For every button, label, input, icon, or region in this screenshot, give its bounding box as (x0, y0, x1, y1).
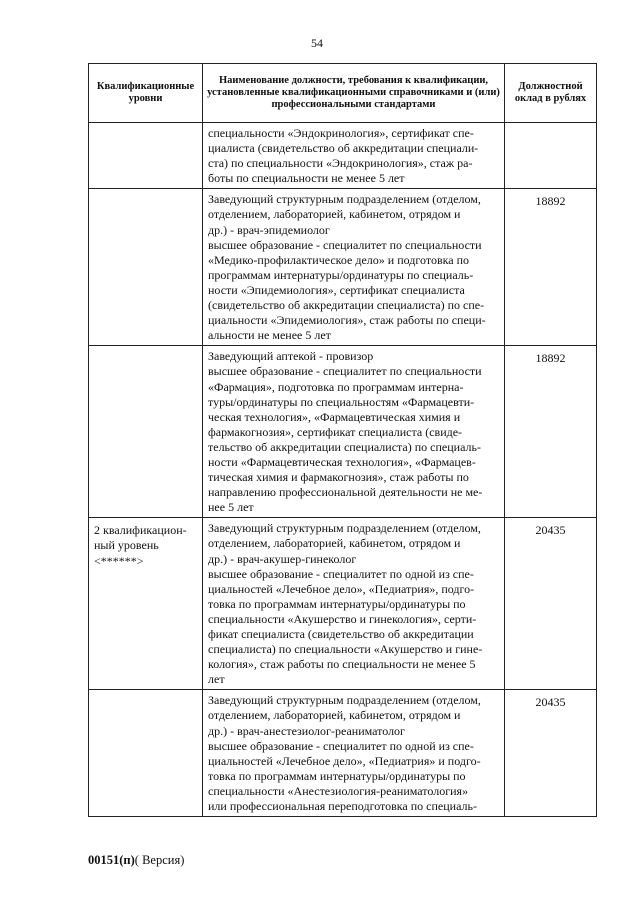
description-line: Заведующий аптекой - провизор (208, 349, 374, 364)
description-line: ста) по специальности «Эндокринология», стаж ра- (208, 156, 473, 171)
position-description-cell (203, 189, 505, 346)
description-line: товка по программам интернатуры/ординатуры по (208, 768, 466, 783)
table-header-row (89, 64, 597, 123)
description-line: специальности «Анестезиология-реаниматология» (208, 783, 469, 798)
description-line: ности «Фармацевтическая технология», «Фармацев- (208, 454, 476, 469)
document-footer (88, 853, 184, 868)
salary-cell: 20435 (505, 518, 597, 690)
description-line: Заведующий структурным подразделением (отделом, (208, 693, 481, 708)
description-line: отделением, лабораторией, кабинетом, отрядом и (208, 207, 461, 222)
description-line: др.) - врач-анестезиолог-реаниматолог (208, 723, 405, 738)
description-line: высшее образование - специалитет по специальности (208, 364, 482, 379)
description-line: товка по программам интернатуры/ординатуры по (208, 596, 466, 611)
salary-cell: 18892 (505, 346, 597, 518)
position-description-cell (203, 690, 505, 817)
position-description-cell (203, 518, 505, 690)
position-description-cell (203, 346, 505, 518)
description-line: фармакогнозия», сертификат специалиста (свиде- (208, 424, 463, 439)
description-line: тельство об аккредитации специалиста) по специаль- (208, 439, 481, 454)
description-line: высшее образование - специалитет по одной из спе- (208, 566, 474, 581)
header-qualification-levels: Квалификационные уровни (89, 64, 203, 123)
table-row (89, 346, 597, 518)
table-body (89, 123, 597, 817)
qualification-level-cell (89, 189, 203, 346)
table-row (89, 690, 597, 817)
description-line: отделением, лабораторией, кабинетом, отрядом и (208, 708, 461, 723)
qualification-level-cell (89, 123, 203, 189)
description-line: (свидетельство об аккредитации специалиста) по спе- (208, 298, 485, 313)
table-row (89, 189, 597, 346)
description-line: высшее образование - специалитет по одной из спе- (208, 738, 474, 753)
description-line: туры/ординатуры по специальностям «Фармацевти- (208, 394, 475, 409)
description-line: тическая химия и фармакогнозия», стаж работы по (208, 470, 469, 485)
document-version: ( Версия) (134, 853, 185, 867)
description-line: нее 5 лет (208, 500, 254, 515)
description-line: направлению профессиональной деятельности не ме- (208, 485, 483, 500)
description-line: специальности «Акушерство и гинекология», серти- (208, 611, 477, 626)
description-line: циальности «Эпидемиология», стаж работы по специ- (208, 313, 486, 328)
description-line: кология», стаж работы по специальности не менее 5 (208, 657, 476, 672)
page-number: 54 (311, 36, 323, 50)
qualification-level-cell: 2 квалификацион-ный уровень <******> (89, 518, 203, 690)
description-line: программам интернатуры/ординатуры по специаль- (208, 267, 474, 282)
header-position-requirements: Наименование должности, требования к квалификации, установленные квалификационными справочниками и (или) профессиональными стандартами (203, 64, 505, 123)
description-line: или профессиональная переподготовка по специаль- (208, 799, 477, 814)
position-description-cell (203, 123, 505, 189)
salary-cell: 18892 (505, 189, 597, 346)
qualification-level-cell (89, 346, 203, 518)
salary-cell: 20435 (505, 690, 597, 817)
document-code: 00151(п) (88, 853, 135, 867)
description-line: ности «Эпидемиология», сертификат специалиста (208, 282, 465, 297)
description-line: др.) - врач-акушер-гинеколог (208, 551, 357, 566)
table-row (89, 123, 597, 189)
salary-cell (505, 123, 597, 189)
description-line: Заведующий структурным подразделением (отделом, (208, 192, 481, 207)
table-row (89, 518, 597, 690)
description-line: «Медико-профилактическое дело» и подготовка по (208, 252, 470, 267)
qualification-table (88, 63, 597, 817)
description-line: фикат специалиста (свидетельство об аккредитации (208, 627, 474, 641)
description-line: альности не менее 5 лет (208, 328, 331, 343)
description-line: циалиста (свидетельство об аккредитации специали- (208, 141, 479, 156)
description-line: ческая технология», «Фармацевтическая химия и (208, 409, 461, 424)
header-salary: Должностной оклад в рублях (505, 64, 597, 123)
description-line: Заведующий структурным подразделением (отделом, (208, 521, 481, 536)
qualification-level-cell (89, 690, 203, 817)
description-line: отделением, лабораторией, кабинетом, отрядом и (208, 536, 461, 551)
description-line: высшее образование - специалитет по специальности (208, 237, 482, 252)
description-line: боты по специальности не менее 5 лет (208, 171, 405, 186)
description-line: «Фармация», подготовка по программам интерна- (208, 379, 464, 394)
description-line: циальностей «Лечебное дело», «Педиатрия» и подго- (208, 753, 481, 768)
description-line: специалиста) по специальности «Акушерство и гине- (208, 642, 483, 657)
description-line: лет (208, 672, 225, 687)
description-line: циальностей «Лечебное дело», «Педиатрия», подго- (208, 581, 475, 596)
description-line: др.) - врач-эпидемиолог (208, 222, 330, 237)
description-line: специальности «Эндокринология», сертификат спе- (208, 126, 474, 140)
